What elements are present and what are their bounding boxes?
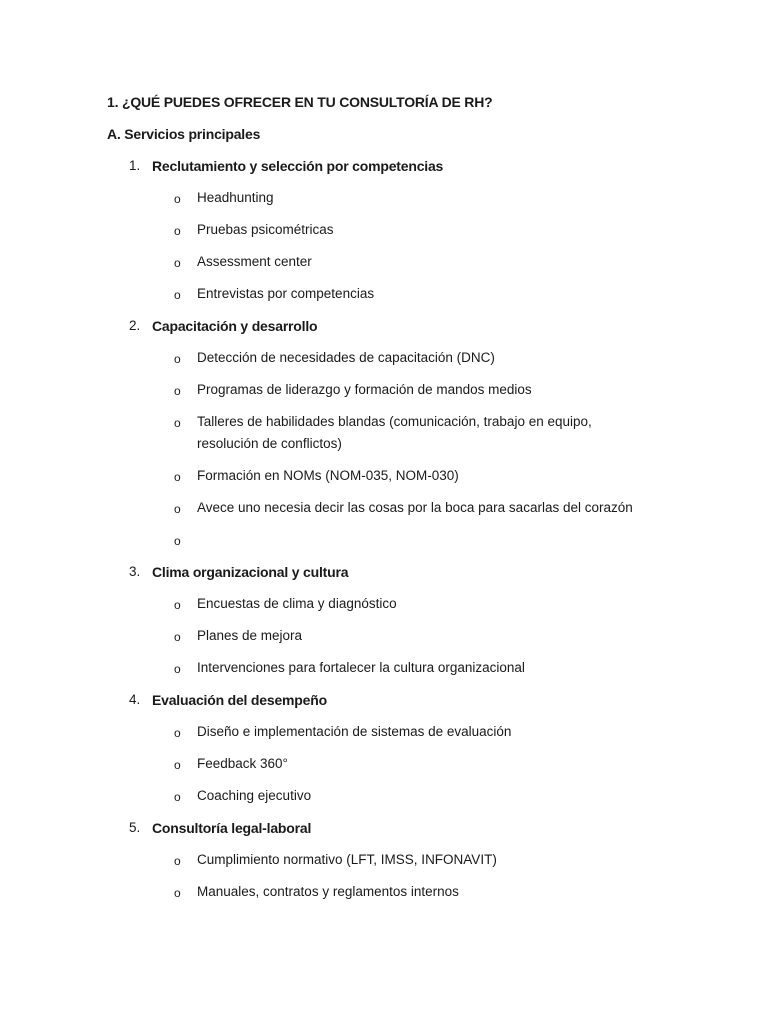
bullet-marker: o <box>174 534 181 548</box>
bullet-text: Assessment center <box>197 254 312 269</box>
bullet-marker: o <box>174 288 181 302</box>
bullet-marker: o <box>174 630 181 644</box>
bullet-text: Formación en NOMs (NOM-035, NOM-030) <box>197 468 459 483</box>
bullet-marker: o <box>174 854 181 868</box>
bullet-item <box>0 380 768 412</box>
bullet-item <box>0 850 768 882</box>
bullet-marker: o <box>174 886 181 900</box>
bullet-text: Programas de liderazgo y formación de mandos medios <box>197 382 532 397</box>
bullet-marker: o <box>174 192 181 206</box>
bullet-item <box>0 722 768 754</box>
bullet-marker: o <box>174 726 181 740</box>
bullet-marker: o <box>174 416 181 430</box>
bullet-item <box>0 466 768 498</box>
item-heading: Reclutamiento y selección por competencias <box>152 158 444 174</box>
bullet-item <box>0 252 768 284</box>
bullet-marker: o <box>174 384 181 398</box>
bullet-text: Talleres de habilidades blandas (comunicación, trabajo en equipo, resolución de conflictos) <box>197 414 592 451</box>
services-list <box>0 156 768 914</box>
bullet-marker: o <box>174 224 181 238</box>
list-item-heading-row <box>0 156 768 188</box>
bullet-item <box>0 882 768 914</box>
bullet-item-empty <box>0 530 768 562</box>
item-heading: Capacitación y desarrollo <box>152 318 318 334</box>
bullet-item <box>0 594 768 626</box>
bullet-text: Avece uno necesia decir las cosas por la boca para sacarlas del corazón <box>197 500 633 515</box>
bullet-text: Manuales, contratos y reglamentos internos <box>197 884 459 899</box>
document-title: 1. ¿QUÉ PUEDES OFRECER EN TU CONSULTORÍA DE RH? <box>107 94 493 110</box>
bullet-marker: o <box>174 352 181 366</box>
item-number: 1. <box>129 158 141 173</box>
bullet-text: Coaching ejecutivo <box>197 788 312 803</box>
bullet-marker: o <box>174 502 181 516</box>
bullet-marker: o <box>174 598 181 612</box>
section-heading: A. Servicios principales <box>107 126 261 142</box>
bullet-marker: o <box>174 662 181 676</box>
bullet-item <box>0 498 768 530</box>
bullet-item <box>0 220 768 252</box>
bullet-item <box>0 658 768 690</box>
bullet-marker: o <box>174 470 181 484</box>
bullet-text: Cumplimiento normativo (LFT, IMSS, INFONAVIT) <box>197 852 497 867</box>
bullet-item <box>0 284 768 316</box>
list-item-heading-row <box>0 316 768 348</box>
bullet-text: Entrevistas por competencias <box>197 286 375 301</box>
bullet-text: Detección de necesidades de capacitación (DNC) <box>197 350 495 365</box>
list-item-heading-row <box>0 690 768 722</box>
bullet-item <box>0 754 768 786</box>
item-heading: Clima organizacional y cultura <box>152 564 349 580</box>
bullet-marker: o <box>174 256 181 270</box>
bullet-item <box>0 786 768 818</box>
bullet-item <box>0 412 768 466</box>
bullet-item <box>0 188 768 220</box>
bullet-item <box>0 348 768 380</box>
item-number: 4. <box>129 692 141 707</box>
bullet-text: Intervenciones para fortalecer la cultura organizacional <box>197 660 525 675</box>
item-number: 2. <box>129 318 141 333</box>
item-heading: Evaluación del desempeño <box>152 692 327 708</box>
bullet-text: Encuestas de clima y diagnóstico <box>197 596 397 611</box>
bullet-text: Headhunting <box>197 190 274 205</box>
bullet-marker: o <box>174 790 181 804</box>
list-item-heading-row <box>0 562 768 594</box>
bullet-text: Planes de mejora <box>197 628 303 643</box>
list-item-heading-row <box>0 818 768 850</box>
bullet-text: Feedback 360° <box>197 756 288 771</box>
item-number: 3. <box>129 564 141 579</box>
item-heading: Consultoría legal-laboral <box>152 820 312 836</box>
bullet-marker: o <box>174 758 181 772</box>
item-number: 5. <box>129 820 141 835</box>
bullet-item <box>0 626 768 658</box>
bullet-text: Pruebas psicométricas <box>197 222 334 237</box>
bullet-text: Diseño e implementación de sistemas de evaluación <box>197 724 512 739</box>
